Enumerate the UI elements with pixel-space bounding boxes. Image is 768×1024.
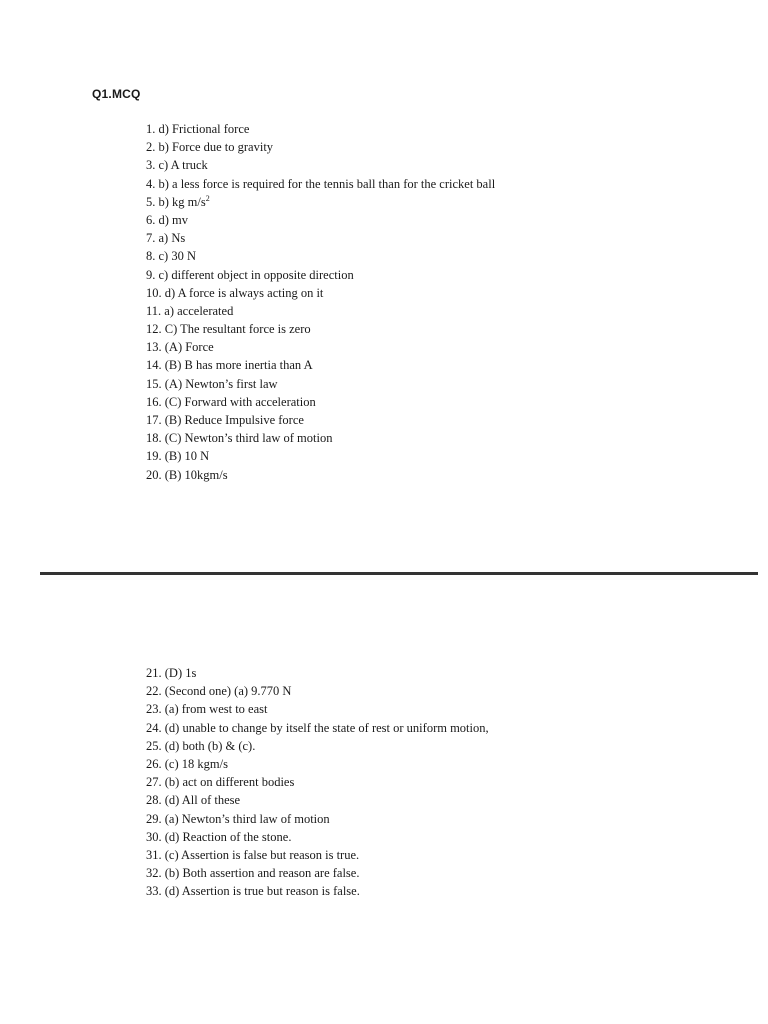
- answer-item: 26. (c) 18 kgm/s: [146, 756, 228, 771]
- answer-item: 22. (Second one) (a) 9.770 N: [146, 684, 292, 699]
- answer-item: 19. (B) 10 N: [146, 449, 210, 464]
- answer-item: 28. (d) All of these: [146, 793, 241, 808]
- answer-item: 9. c) different object in opposite direction: [146, 267, 354, 282]
- answer-item: 16. (C) Forward with acceleration: [146, 394, 316, 409]
- answer-list-part-1: [146, 120, 495, 484]
- answer-item: 30. (d) Reaction of the stone.: [146, 829, 292, 844]
- answer-list-part-2: [146, 664, 489, 900]
- answer-item: 20. (B) 10kgm/s: [146, 467, 228, 482]
- answer-item: 15. (A) Newton’s first law: [146, 376, 278, 391]
- section-divider: [40, 572, 758, 575]
- answer-item: 13. (A) Force: [146, 340, 214, 355]
- answer-item: 7. a) Ns: [146, 231, 186, 246]
- answer-item: 21. (D) 1s: [146, 666, 197, 680]
- answer-item: 10. d) A force is always acting on it: [146, 285, 324, 300]
- answer-item: 8. c) 30 N: [146, 249, 196, 264]
- answer-item: 33. (d) Assertion is true but reason is false.: [146, 884, 360, 899]
- answer-item: 3. c) A truck: [146, 158, 208, 173]
- answer-item: 29. (a) Newton’s third law of motion: [146, 811, 330, 826]
- answer-item: 14. (B) B has more inertia than A: [146, 358, 313, 373]
- answer-item: 5. b) kg $m/s^2$: [146, 193, 210, 209]
- answer-item: 6. d) mv: [146, 212, 189, 227]
- answer-item: 11. a) accelerated: [146, 303, 234, 318]
- answer-item: 31. (c) Assertion is false but reason is true.: [146, 847, 360, 862]
- answer-item: 4. b) a less force is required for the tennis ball than for the cricket ball: [146, 176, 496, 191]
- section-heading: Q1.MCQ: [92, 87, 141, 101]
- answer-item: 24. (d) unable to change by itself the state of rest or uniform motion,: [146, 720, 489, 735]
- answer-item: 25. (d) both (b) & (c).: [146, 738, 256, 753]
- answer-item: 32. (b) Both assertion and reason are false.: [146, 866, 360, 881]
- answer-item: 12. C) The resultant force is zero: [146, 322, 311, 337]
- answer-item: 17. (B) Reduce Impulsive force: [146, 413, 304, 427]
- answer-item: 2. b) Force due to gravity: [146, 140, 274, 155]
- superscript: 2: [205, 193, 210, 203]
- answer-item: 18. (C) Newton’s third law of motion: [146, 431, 333, 446]
- answer-item: 27. (b) act on different bodies: [146, 775, 295, 790]
- answer-item: 23. (a) from west to east: [146, 702, 268, 717]
- answer-item: 1. d) Frictional force: [146, 122, 250, 136]
